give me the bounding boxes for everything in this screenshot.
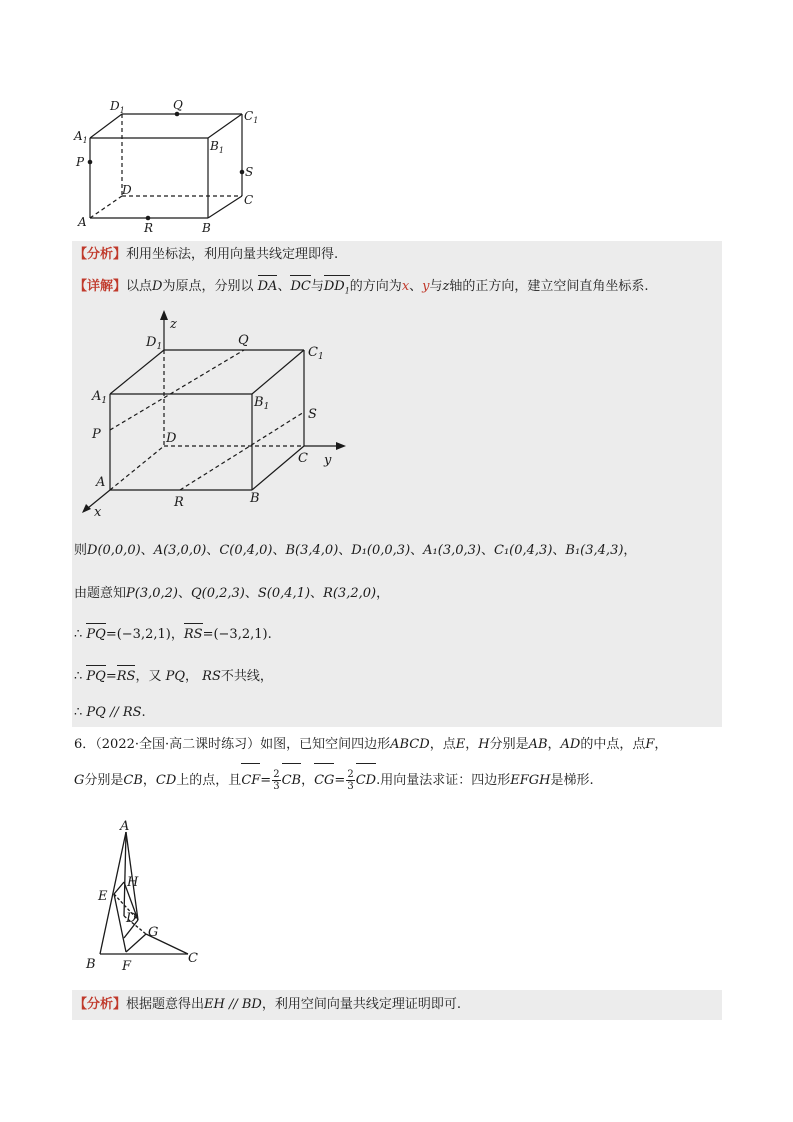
point-A: A(3,0,0) [153,543,207,558]
therefore-symbol: ∴ [74,669,83,684]
figure-box-1 [70,96,270,236]
analysis2-relation: EH // BD [204,997,262,1012]
label-A1: $A_1$ [92,389,108,406]
analysis-tag: 【分析】 [74,247,127,262]
label-Q: Q [173,98,183,112]
problem-6-line-2: G分别是CB，CD上的点，且CF= $\frac{2}{3}$ CB，CG= $\frac{2}{3}$ CD.用向量法求证：四边形EFGH是梯形. [74,766,594,796]
detail-line [74,278,649,301]
vector-PQ: PQ [86,669,106,684]
analysis2-t2: ，利用空间向量共线定理证明即可. [261,997,461,1012]
detail-t1: 以点 [126,279,153,294]
problem-6-line-1: 6．（2022·全国·高二课时练习）如图，已知空间四边形ABCD，点E，H分别是AB，AD的中点，点F， [74,737,668,752]
detail-sep1: 、 [277,279,291,294]
detail-tag: 【详解】 [74,279,127,294]
label-B1: $B_1$ [210,139,224,155]
label-C: C [244,193,254,207]
segment-RS: RS [202,669,221,684]
label-D: D [166,431,177,446]
point-B1: B₁(3,4,3) [565,543,624,558]
analysis-tag: 【分析】 [74,997,127,1012]
label-C1: $C_1$ [244,109,259,125]
axis-label-z: z [170,317,177,332]
axis-z: z [442,279,450,294]
axis-y: y [422,279,430,294]
point-Q: Q(0,2,3) [191,586,245,601]
point-D1: D₁(0,0,3) [351,543,411,558]
vector-CF: CF [241,766,260,796]
label-B: B [202,221,211,235]
conclusion-text: PQ // RS [86,705,142,720]
therefore-symbol: ∴ [74,705,83,720]
label-Q: Q [238,333,249,348]
point-S: S(0,4,1) [257,586,311,601]
label-S: S [245,165,254,179]
point-D: D(0,0,0) [87,543,141,558]
vector-PQ: PQ [86,627,106,642]
axis-label-y: y [324,453,332,468]
point-R: R(3,2,0) [323,586,377,601]
detail-t5: 与 [429,279,443,294]
label-A: A [96,475,106,490]
label-A1: $A_1$ [74,129,88,145]
vector-DD1: $DD_1$ [324,278,350,301]
label-P: P [92,427,101,442]
axis-label-x: x [94,505,102,520]
axis-x: x [401,279,410,294]
point-A1: A₁(3,0,3) [423,543,481,558]
label-D1: $D_1$ [110,99,125,115]
detail-D: D [152,279,163,294]
conclusion-line: ∴ PQ // RS. [74,705,146,720]
label-H: H [127,875,139,890]
vector-CD: CD [356,766,376,796]
equal-line: ∴ PQ=RS，又 PQ， RS不共线， [74,669,273,684]
label-B1: $B_1$ [254,395,270,412]
label-A: A [78,215,87,229]
label-D1: $D_1$ [146,335,163,352]
label-C: C [298,451,308,466]
figure-tetrahedron [80,818,210,976]
label-A: A [120,819,130,834]
label-E: E [98,889,108,904]
label-G: G [148,925,159,940]
label-B: B [86,957,96,972]
point-P: P(3,0,2) [126,586,178,601]
vector-CG: CG [314,766,334,796]
point-C1: C₁(0,4,3) [494,543,553,558]
detail-sep2: 、 [409,279,423,294]
vector-RS: RS [116,669,136,684]
vector-RS: RS [183,627,203,642]
figure-box-coordinates [76,306,366,528]
therefore-symbol: ∴ [74,627,83,642]
label-D: D [122,183,132,197]
label-F: F [122,959,132,974]
vector-CB: CB [282,766,302,796]
vector-RS-value: =(−3,2,1) [202,627,268,642]
analysis2-t1: 根据题意得出 [126,997,205,1012]
problem-6-stem: 6．（2022·全国·高二课时练习）如图，已知空间四边形 [74,737,391,752]
label-R: R [144,221,154,235]
vector-DC: DC [290,279,311,294]
given-prefix: 由题意知 [74,586,127,601]
vectors-line: ∴ PQ=(−3,2,1)，RS=(−3,2,1). [74,627,272,642]
vector-PQ-value: =(−3,2,1) [105,627,171,642]
segment-PQ: PQ [165,669,185,684]
equal-t1: ，又 [135,669,162,684]
analysis-line-1 [74,246,338,264]
equal-t3: 不共线， [220,669,273,684]
fraction-two-thirds: $\frac{2}{3}$ [273,769,280,792]
label-D: D [126,911,137,926]
label-P: P [76,155,85,169]
given-line: 由题意知P(3,0,2)、Q(0,2,3)、S(0,4,1)、R(3,2,0)， [74,586,390,601]
label-B: B [250,491,260,506]
detail-t3: 与 [310,279,324,294]
label-C1: $C_1$ [308,345,324,362]
detail-t2: 为原点，分别以 [162,279,254,294]
fraction-two-thirds: $\frac{2}{3}$ [347,769,354,792]
label-S: S [308,407,317,422]
analysis-line-2 [74,996,461,1014]
detail-t4: 的方向为 [349,279,402,294]
detail-t6: 轴的正方向，建立空间直角坐标系. [449,279,649,294]
coords-line: 则D(0,0,0)、A(3,0,0)、C(0,4,0)、B(3,4,0)、D₁(0,0,3)、A₁(3,0,3)、C₁(0,4,3)、B₁(3,4,3)， [74,543,637,558]
coords-prefix: 则 [74,543,88,558]
point-C: C(0,4,0) [219,543,273,558]
vector-DA: DA [257,279,278,294]
point-B: B(3,4,0) [285,543,339,558]
label-C: C [188,951,198,966]
analysis-text: 利用坐标法，利用向量共线定理即得. [126,247,339,262]
label-R: R [174,495,184,510]
